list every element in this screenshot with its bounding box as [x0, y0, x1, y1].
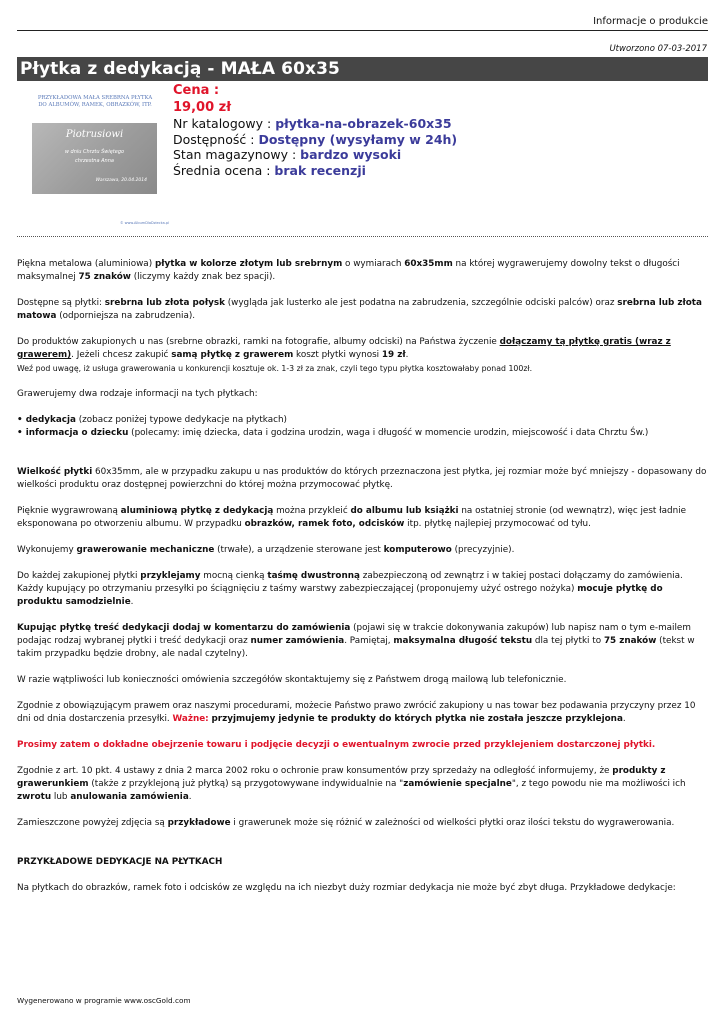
plate-line: chrzestna Anna: [75, 158, 114, 164]
text: przyjmujemy jedynie te produkty do których płytka nie została jeszcze przyklejona: [211, 714, 623, 724]
desc-note: Weź pod uwagę, iż usługa grawerowania u konkurencji kosztuje ok. 1-3 zł za znak, czyli tego typu płytka kosztowałaby ponad 100zł.: [17, 364, 533, 373]
text: .: [405, 350, 409, 360]
text: (wygląda jak lusterko ale jest podatna na zabrudzenia, szczególnie odciski palców) oraz: [224, 298, 618, 308]
plate-name: Piotrusiowi: [65, 129, 124, 140]
price-value: 19,00 zł: [173, 100, 232, 115]
header-title: Informacje o produkcie: [593, 16, 708, 27]
text: aluminiową płytkę z dedykacją: [120, 506, 274, 516]
text: 75 znaków: [78, 272, 131, 282]
text: przyklejamy: [140, 571, 201, 581]
catalog-label: Nr katalogowy :: [173, 116, 276, 131]
image-watermark: © www.AlbumDlaDziecka.pl: [120, 221, 170, 225]
image-caption-line: PRZYKŁADOWA MAŁA SREBRNA PŁYTKA: [37, 95, 153, 101]
text: Zgodnie z obowiązującym prawem oraz naszymi procedurami, możecie Państwo prawo zwrócić zakupiony u nas towar bez podawania przyczyny przez 10 dni od dnia dostarczenia przesyłki.: [17, 701, 696, 724]
text: obrazków, ramek foto, odcisków: [244, 519, 405, 529]
desc-paragraph: [17, 817, 708, 830]
text: .: [130, 597, 134, 607]
text: dla tej płytki to: [532, 636, 604, 646]
text: .: [622, 714, 626, 724]
text: .: [188, 792, 192, 802]
availability-value: Dostępny (wysyłamy w 24h): [258, 131, 458, 147]
text: maksymalna długość tekstu: [393, 636, 533, 646]
desc-paragraph: [17, 336, 708, 362]
text: numer zamówienia: [250, 636, 345, 646]
return-warning: Prosimy zatem o dokładne obejrzenie towaru i podjęcie decyzji o ewentualnym zwrocie przed przyklejeniem dostarczonej płytki.: [17, 740, 656, 750]
product-description: [17, 258, 708, 895]
product-image[interactable]: [20, 88, 170, 228]
availability-row: [173, 132, 457, 148]
info-type-list: [17, 414, 708, 440]
created-date: Utworzono 07-03-2017: [609, 44, 707, 54]
stock-row: [173, 147, 457, 163]
text: (zobacz poniżej typowe dedykacje na płytkach): [75, 415, 287, 425]
desc-paragraph: [17, 466, 708, 492]
desc-paragraph: Grawerujemy dwa rodzaje informacji na tych płytkach:: [17, 389, 258, 399]
text: o wymiarach: [342, 259, 405, 269]
text: Pięknie wygrawrowaną: [17, 506, 121, 516]
desc-paragraph: [17, 297, 708, 323]
stock-label: Stan magazynowy :: [173, 147, 301, 162]
text: (odporniejsza na zabrudzenia).: [56, 311, 196, 321]
text: produkty z grawerunkiem: [17, 766, 666, 789]
desc-paragraph: [17, 765, 708, 804]
product-title: Płytka z dedykacją - MAŁA 60x35: [20, 59, 340, 79]
text: Dostępne są płytki:: [17, 298, 105, 308]
text: na której wygrawerujemy dowolny tekst o długości maksymalnej: [17, 259, 680, 282]
text: przykładowe: [167, 818, 231, 828]
text: zwrotu: [17, 792, 52, 802]
desc-paragraph: [17, 258, 708, 284]
examples-heading: PRZYKŁADOWE DEDYKACJE NA PŁYTKACH: [17, 857, 223, 867]
text: Wykonujemy: [17, 545, 77, 555]
rating-row: [173, 163, 457, 179]
page-header: [17, 14, 708, 31]
text: Zamieszczone powyżej zdjęcia są: [17, 818, 168, 828]
text: ", z tego powodu nie ma możliwości ich: [511, 779, 686, 789]
image-caption: [28, 95, 162, 109]
text: płytka w kolorze złotym lub srebrnym: [154, 259, 343, 269]
text: Ważne:: [172, 714, 209, 724]
text: (precyzyjnie).: [451, 545, 515, 555]
text: Piękna metalowa (aluminiowa): [17, 259, 155, 269]
desc-paragraph: [17, 622, 708, 661]
text: Wielkość płytki: [17, 467, 93, 477]
desc-paragraph: [17, 570, 708, 609]
desc-paragraph: [17, 505, 708, 531]
text: taśmę dwustronną: [267, 571, 360, 581]
text: zabezpieczoną od zewnątrz i w takiej postaci dołączamy do zamówienia. Każdy kupujący po otrzymaniu przesyłki po ściągnięciu z taśmy warstwy zabezpieczającej (proponujemy użyć ostrego nożyka): [17, 571, 683, 594]
desc-paragraph: [17, 700, 708, 726]
text: 19 zł: [381, 350, 406, 360]
title-bar: [17, 57, 708, 81]
text: zamówienie specjalne: [403, 779, 512, 789]
footer: Wygenerowano w programie www.oscGold.com: [17, 996, 191, 1005]
text: srebrna lub złota połysk: [104, 298, 225, 308]
catalog-value: płytka-na-obrazek-60x35: [275, 116, 452, 131]
plate-date: Warszawa, 20.04.2014: [95, 178, 147, 183]
text: Do każdej zakupionej płytki: [17, 571, 141, 581]
text: Kupując płytkę treść dedykacji dodaj w komentarzu do zamówienia: [17, 623, 351, 633]
text: (polecamy: imię dziecka, data i godzina urodzin, waga i długość w momencie urodzin, miejscowość i data Chrztu Św.): [128, 428, 649, 438]
text: 60x35mm, ale w przypadku zakupu u nas produktów do których przeznaczona jest płytka, jej rozmiar może być mniejszy - dopasowany do wielkości produktu oraz dostępnej powierzchni do której można przymocować płytkę.: [17, 467, 707, 490]
availability-label: Dostępność :: [173, 131, 259, 147]
text: (także z przyklejoną już płytką) są przygotowywane indywidualnie na ": [88, 779, 404, 789]
text: srebrna lub złota matowa: [17, 298, 702, 321]
desc-paragraph: [17, 544, 708, 557]
desc-paragraph: Na płytkach do obrazków, ramek foto i odcisków ze względu na ich niezbyt duży rozmiar dedykacja nie może być zbyt długa. Przykładowe dedykacje:: [17, 883, 676, 893]
text: dedykacja: [25, 415, 76, 425]
text: do albumu lub książki: [350, 506, 459, 516]
text: anulowania zamówienia: [70, 792, 189, 802]
catalog-row: [173, 116, 457, 132]
text: itp. płytkę najlepiej przymocować od tyłu.: [404, 519, 591, 529]
plate-line: w dniu Chrztu Świętego: [64, 149, 125, 155]
text: dołączamy tą płytkę gratis (wraz z grawerem): [17, 337, 671, 360]
text: lub: [51, 792, 71, 802]
price-label: Cena :: [173, 83, 220, 98]
divider: [17, 236, 708, 237]
text: (tekst w takim przypadku będzie drobny, ale nadal czytelny).: [17, 636, 695, 659]
product-info: [173, 83, 457, 178]
text: 75 znaków: [603, 636, 657, 646]
engraved-plate: [32, 123, 157, 194]
text: na ostatniej stronie (od wewnątrz), więc jest ładnie eksponowana po otworzeniu albumu. W przypadku: [17, 506, 687, 529]
text: . Pamiętaj,: [344, 636, 394, 646]
text: samą płytkę z grawerem: [171, 350, 294, 360]
rating-value: brak recenzji: [274, 162, 366, 178]
text: grawerowanie mechaniczne: [76, 545, 215, 555]
stock-value: bardzo wysoki: [300, 147, 402, 162]
list-item: [17, 414, 708, 427]
text: mocuje płytkę do produktu samodzielnie: [17, 584, 663, 607]
text: mocną cienką: [200, 571, 268, 581]
rating-label: Średnia ocena :: [173, 162, 275, 178]
text: komputerowo: [383, 545, 452, 555]
text: koszt płytki wynosi: [293, 350, 382, 360]
image-caption-line: DO ALBUMÓW, RAMEK, OBRAZKÓW, ITP.: [38, 102, 152, 108]
text: Do produktów zakupionych u nas (srebrne obrazki, ramki na fotografie, albumy odciski) na Państwa życzenie: [17, 337, 500, 347]
desc-paragraph: W razie wątpliwości lub konieczności omówienia szczegółów skontaktujemy się z Państwem drogą mailową lub telefonicznie.: [17, 675, 567, 685]
text: można przykleić: [273, 506, 351, 516]
text: (liczymy każdy znak bez spacji).: [130, 272, 276, 282]
text: Zgodnie z art. 10 pkt. 4 ustawy z dnia 2 marca 2002 roku o ochronie praw konsumentów przy sprzedaży na odległość informujemy, że: [17, 766, 613, 776]
text: . Jeżeli chcesz zakupić: [71, 350, 172, 360]
text: 60x35mm: [404, 259, 453, 269]
text: i grawerunek może się różnić w zależności od wielkości płytki oraz ilości tekstu do wygrawerowania.: [230, 818, 675, 828]
text: informacja o dziecku: [25, 428, 129, 438]
text: (pojawi się w trakcie dokonywania zakupów) lub napisz nam o tym e-mailem podając rodzaj wybranej płytki i treść dedykacji oraz: [17, 623, 691, 646]
text: (trwałe), a urządzenie sterowane jest: [214, 545, 384, 555]
list-item: [17, 427, 708, 440]
